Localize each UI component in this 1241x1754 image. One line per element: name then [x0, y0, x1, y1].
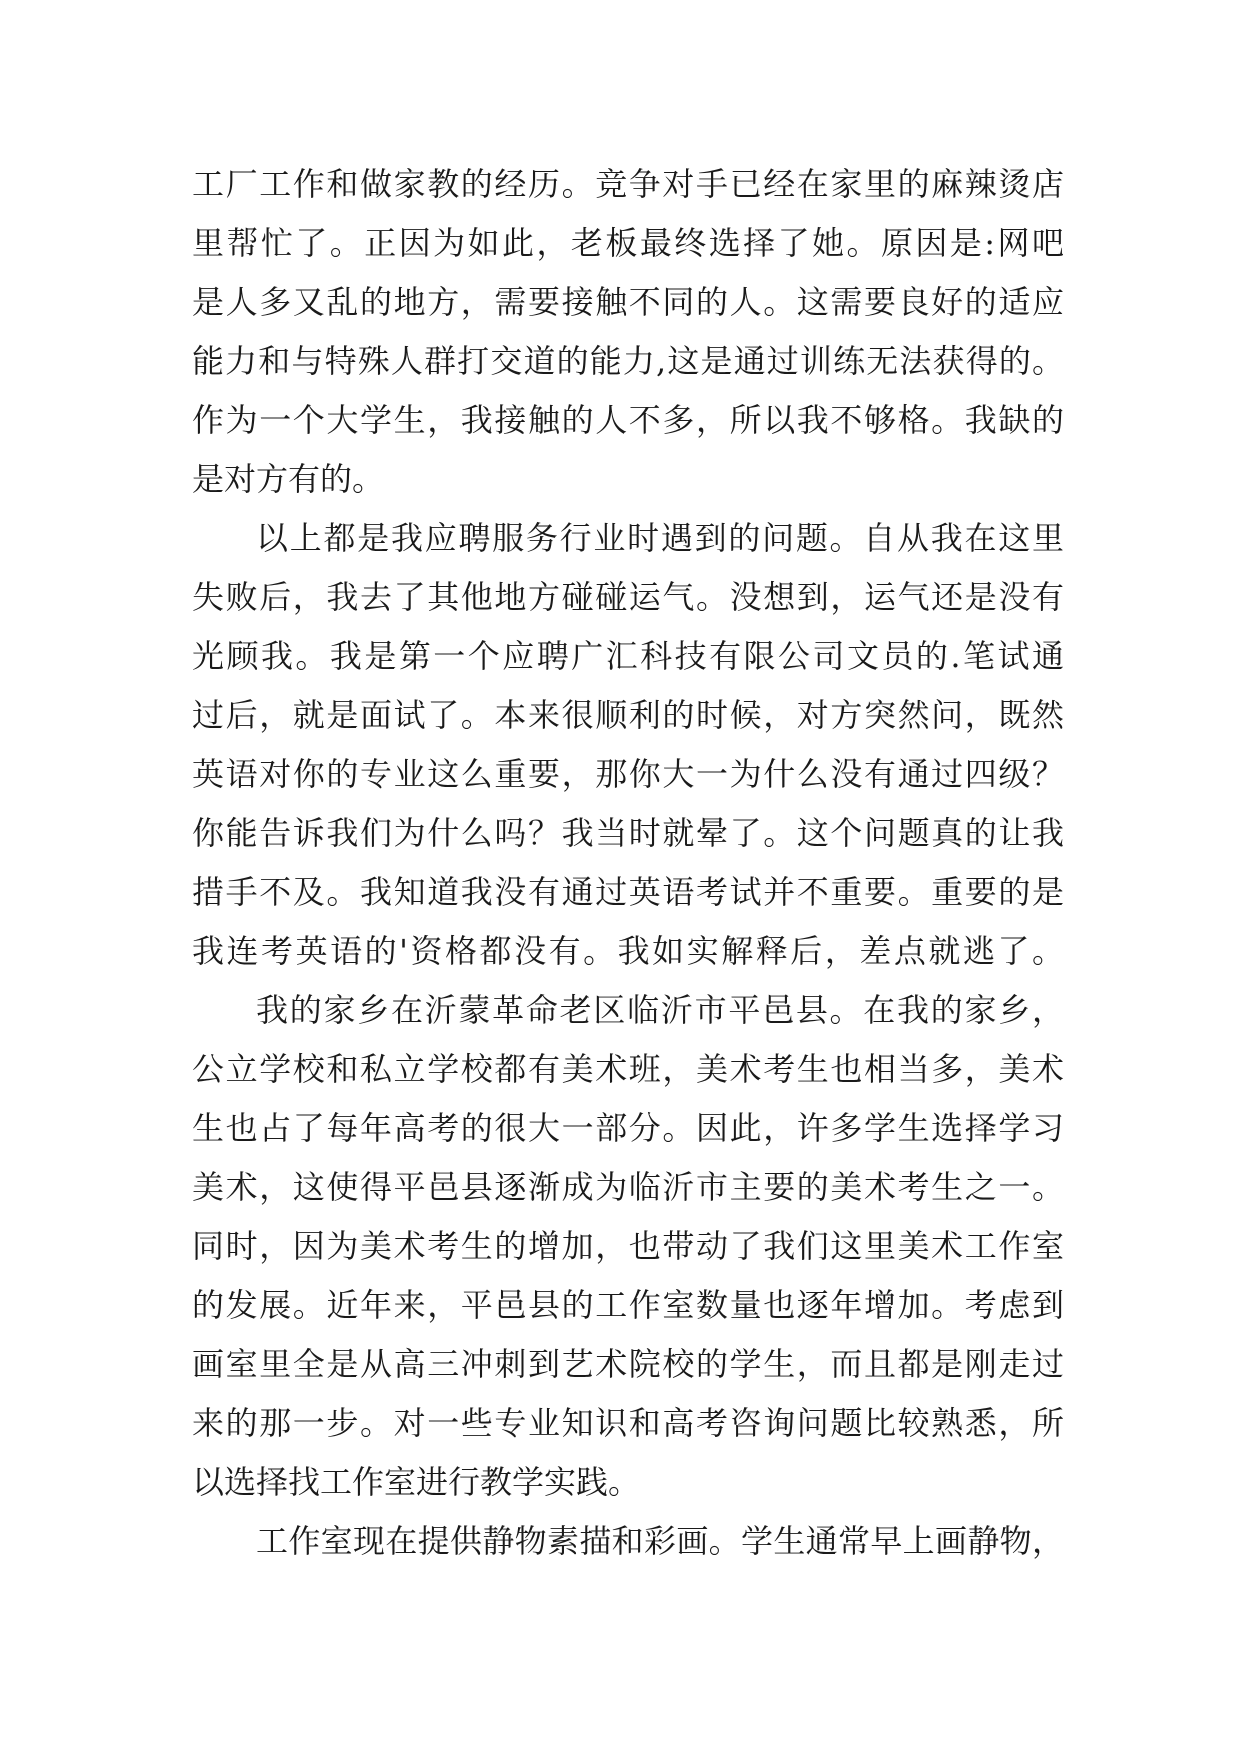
text-line: 是人多又乱的地方，需要接触不同的人。这需要良好的适应: [192, 283, 1064, 321]
body-text: [192, 155, 1064, 1571]
text-line: 措手不及。我知道我没有通过英语考试并不重要。重要的是: [192, 873, 1064, 911]
text-line: 的发展。近年来，平邑县的工作室数量也逐年增加。考虑到: [192, 1286, 1064, 1324]
text-line: 公立学校和私立学校都有美术班，美术考生也相当多，美术: [192, 1050, 1064, 1088]
text-line: 是对方有的。: [192, 460, 385, 498]
text-line: 以选择找工作室进行教学实践。: [192, 1463, 641, 1501]
text-line: 失败后，我去了其他地方碰碰运气。没想到，运气还是没有: [192, 578, 1064, 616]
text-line: 能力和与特殊人群打交道的能力,这是通过训练无法获得的。: [192, 342, 1064, 380]
text-line: 作为一个大学生，我接触的人不多，所以我不够格。我缺的: [192, 401, 1064, 439]
text-line: 画室里全是从高三冲刺到艺术院校的学生，而且都是刚走过: [192, 1345, 1064, 1383]
text-line: 来的那一步。对一些专业知识和高考咨询问题比较熟悉，所: [192, 1404, 1064, 1442]
text-line: 美术，这使得平邑县逐渐成为临沂市主要的美术考生之一。: [192, 1168, 1064, 1206]
text-line: 里帮忙了。正因为如此，老板最终选择了她。原因是:网吧: [192, 224, 1064, 262]
text-line: 生也占了每年高考的很大一部分。因此，许多学生选择学习: [192, 1109, 1064, 1147]
text-line: 光顾我。我是第一个应聘广汇科技有限公司文员的.笔试通: [192, 637, 1064, 675]
text-line: 你能告诉我们为什么吗？我当时就晕了。这个问题真的让我: [192, 814, 1064, 852]
paragraph-first-line: 我的家乡在沂蒙革命老区临沂市平邑县。在我的家乡，: [256, 991, 1064, 1029]
paragraph-first-line: 以上都是我应聘服务行业时遇到的问题。自从我在这里: [256, 519, 1064, 557]
text-line: 同时，因为美术考生的增加，也带动了我们这里美术工作室: [192, 1227, 1064, 1265]
text-line: 工厂工作和做家教的经历。竞争对手已经在家里的麻辣烫店: [192, 165, 1064, 203]
text-line: 过后，就是面试了。本来很顺利的时候，对方突然问，既然: [192, 696, 1064, 734]
text-line: 英语对你的专业这么重要，那你大一为什么没有通过四级？: [192, 755, 1064, 793]
paragraph-first-line: 工作室现在提供静物素描和彩画。学生通常早上画静物，: [256, 1522, 1064, 1560]
text-line: 我连考英语的'资格都没有。我如实解释后，差点就逃了。: [192, 932, 1064, 970]
